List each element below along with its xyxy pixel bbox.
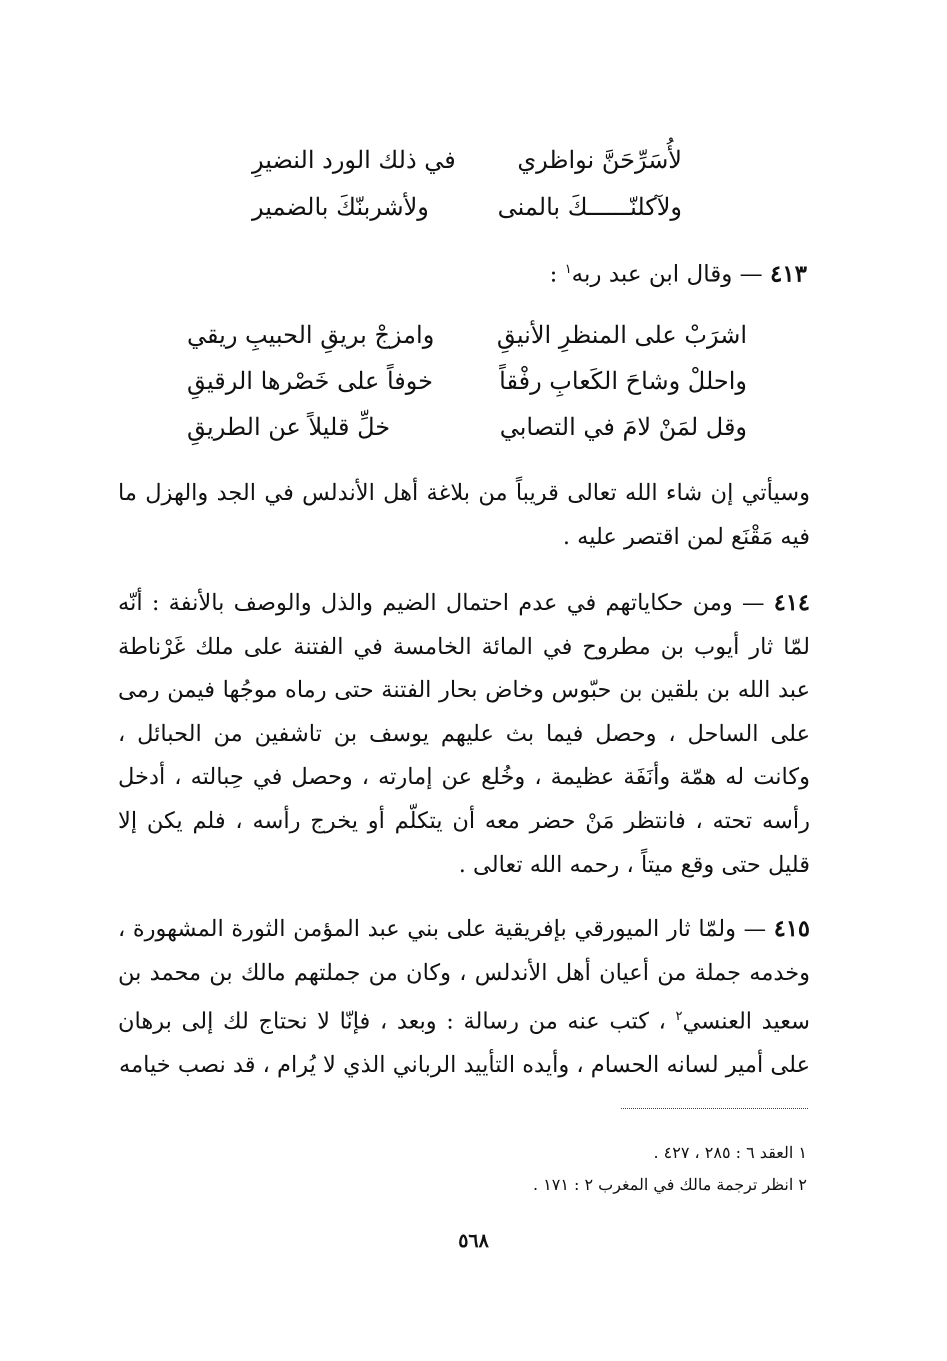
verse-hemistich-left: خلِّ قليلاً عن الطريقِ (187, 413, 391, 441)
entry-415 (118, 908, 810, 1088)
verse-hemistich-left: ولأشربنّكَ بالضمير (252, 193, 429, 221)
verse-hemistich-right: واحللْ وشاحَ الكَعابِ رفْقاً (499, 367, 747, 395)
entry-number: ٤١٥ (773, 916, 811, 942)
footnote-divider (621, 1108, 808, 1109)
entry-414 (118, 582, 810, 887)
entry-text-continued: ، كتب عنه من رسالة : وبعد ، فإنّا لا نحتاج لك إلى برهان على أمير لسانه الحسام ، وأيده التأييد الرباني الذي لا يُرام ، قد نصب خيامه (118, 1008, 810, 1079)
paragraph: وسيأتي إن شاء الله تعالى قريباً من بلاغة أهل الأندلس في الجد والهزل ما فيه مَقْنَع لمن اقتصر عليه . (118, 480, 810, 550)
verse-hemistich-left: وامزجْ بريقِ الحبيبِ ريقي (187, 321, 435, 349)
entry-text: — ولمّا ثار الميورقي بإفريقية على بني عبد المؤمن الثورة المشهورة ، وخدمه جملة من أعيان أهل الأندلس ، وكان من جملتهم مالك بن محمد بن سعيد العنسي (118, 916, 810, 1035)
entry-colon: : (549, 261, 565, 288)
verse-hemistich-left: في ذلك الورد النضيرِ (252, 146, 456, 174)
entry-text: — وقال ابن عبد ربه (571, 261, 763, 288)
verse-hemistich-right: اشرَبْ على المنظرِ الأنيقِ (496, 321, 747, 349)
footnote: ٢ انظر ترجمة مالك في المغرب ٢ : ١٧١ . (532, 1175, 807, 1194)
entry-413-heading (550, 255, 807, 290)
footnote-marker: ١ (564, 262, 572, 277)
entry-number: ٤١٤ (773, 590, 810, 616)
verse-hemistich-left: خوفاً على خَصْرها الرقيقِ (187, 367, 433, 395)
verse-hemistich-right: ولآكلنّــــــكَ بالمنى (497, 193, 682, 221)
entry-number: ٤١٣ (769, 260, 807, 288)
verse-hemistich-right: وقل لمَنْ لامَ في التصابي (499, 413, 747, 441)
entry-text: — ومن حكاياتهم في عدم احتمال الضيم والذل والوصف بالأنفة : أنّه لمّا ثار أيوب بن مطروح في المائة الخامسة في الفتنة على ملك غَرْناطة عبد الله بن بلقين بن حبّوس وخاض بحار الفتنة حتى رماه موجُها فيمن رمى على الساحل ، وحصل فيما بث عليهم يوسف بن تاشفين من الحبائل ، وكانت له همّة وأنَفَة عظيمة ، وخُلع عن إمارته ، وحصل في حِبالته ، أدخل رأسه تحته ، فانتظر مَنْ حضر معه أن يتكلّم أو يخرج رأسه ، فلم يكن إلا قليل حتى وقع ميتاً ، رحمه الله تعالى . (118, 590, 810, 878)
verse-hemistich-right: لأُسَرِّحَنَّ نواظري (517, 146, 682, 174)
footnote-marker: ٢ (675, 1009, 683, 1025)
footnote: ١ العقد ٦ : ٢٨٥ ، ٤٢٧ . (653, 1143, 807, 1162)
page-number: ٥٦٨ (458, 1230, 489, 1252)
